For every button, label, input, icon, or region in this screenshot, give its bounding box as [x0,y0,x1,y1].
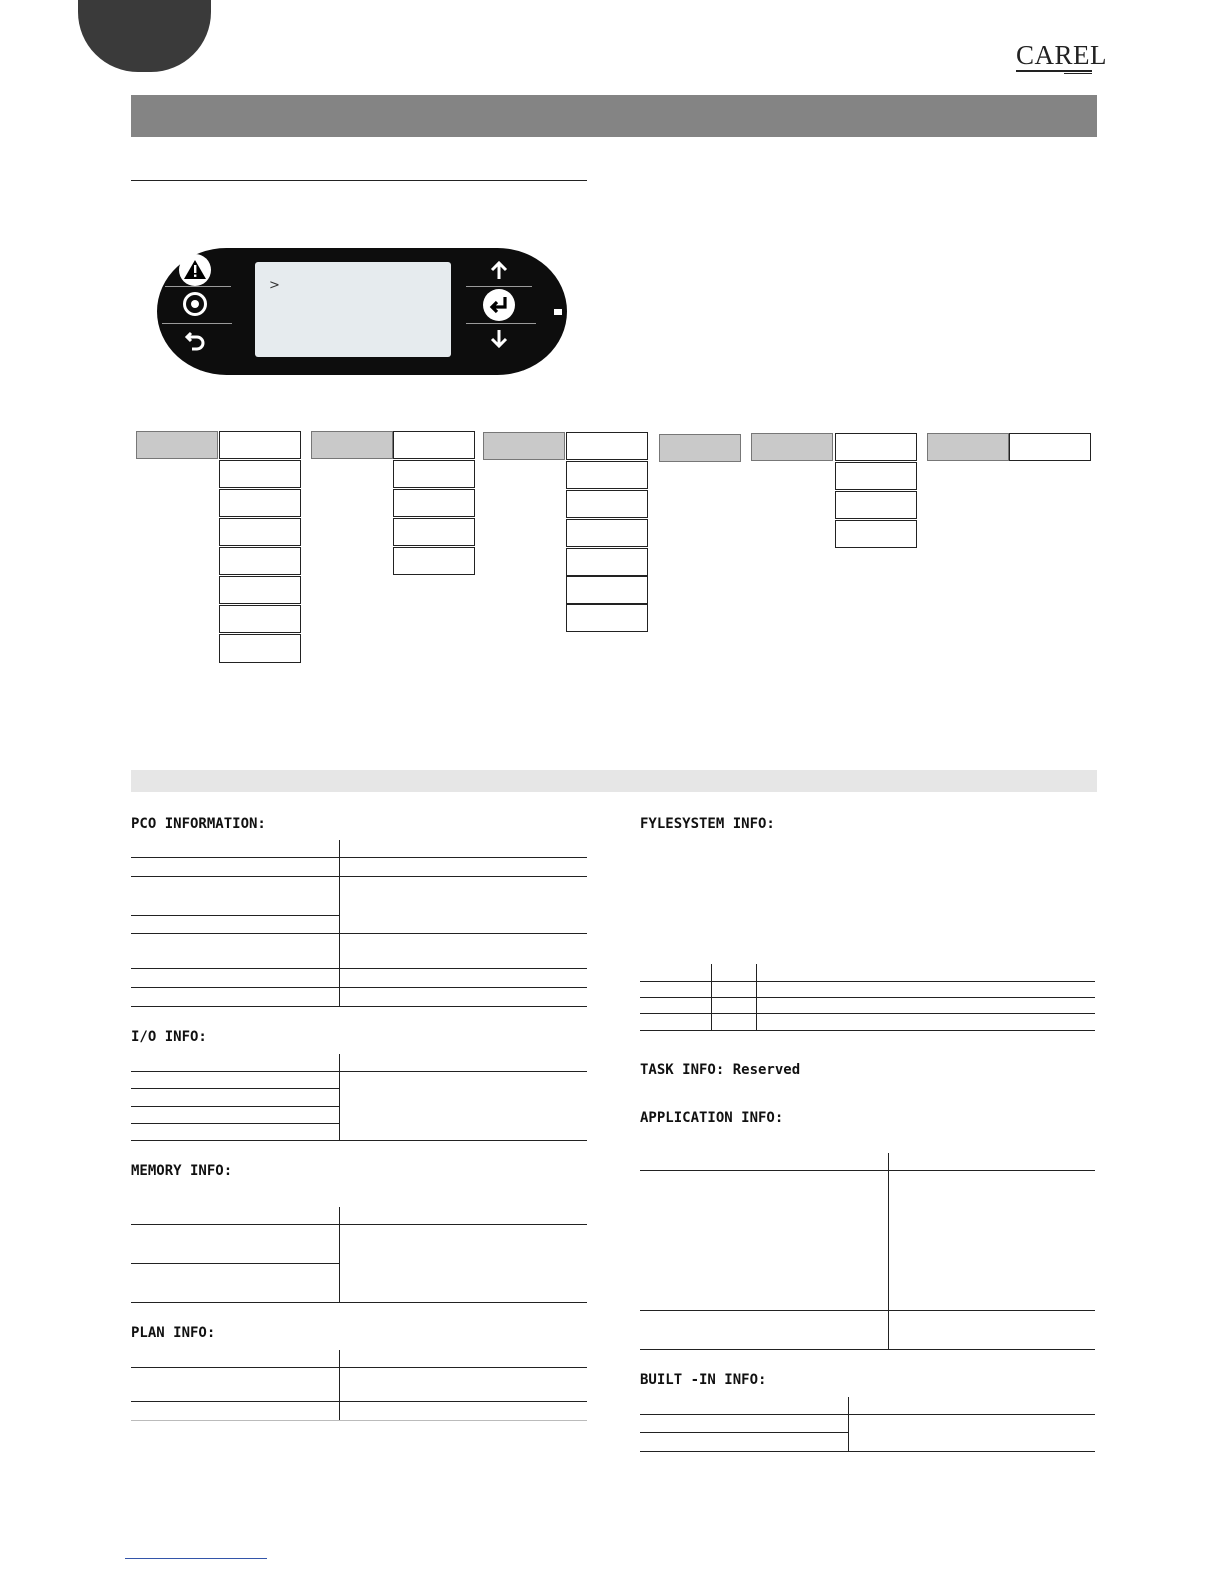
menu-tree-item [566,461,648,489]
application-info-title: APPLICATION INFO: [640,1110,784,1126]
terminal-display [255,262,451,357]
menu-tree-item [393,489,475,517]
menu-tree-header [659,434,741,462]
menu-tree-item [835,520,917,548]
memory-info-title: MEMORY INFO: [131,1163,233,1179]
menu-tree-item [566,604,648,632]
menu-tree-item [219,576,301,604]
menu-tree-item [393,518,475,546]
task-info-title: TASK INFO: Reserved [640,1062,801,1078]
menu-tree-item [393,460,475,488]
filesystem-info-title: FYLESYSTEM INFO: [640,816,775,832]
menu-tree-item [219,547,301,575]
terminal-notch [554,309,562,315]
menu-tree-item [219,518,301,546]
plan-info-title: PLAN INFO: [131,1325,216,1341]
key-divider [165,286,231,287]
menu-tree-header [311,431,393,459]
logo-underline-accent [1064,73,1092,74]
menu-tree-item [219,605,301,633]
menu-tree-item [1009,433,1091,461]
carel-logo: CAREL [1016,40,1108,70]
key-divider [466,323,536,324]
arrow-down-icon[interactable] [488,328,510,355]
menu-tree-item [566,432,648,460]
menu-tree-header [927,433,1009,461]
key-divider [162,323,232,324]
menu-tree-item [219,431,301,459]
display-cursor: > [269,278,280,293]
arrow-up-icon[interactable] [488,259,510,286]
menu-tree-item [835,462,917,490]
builtin-info-title: BUILT -IN INFO: [640,1372,767,1388]
menu-tree-item [219,489,301,517]
chapter-title-bar [131,95,1097,137]
menu-tree-header [136,431,218,459]
menu-tree-item [566,519,648,547]
menu-tree-item [393,547,475,575]
menu-tree-header [751,433,833,461]
key-divider [466,286,532,287]
menu-tree-item [835,491,917,519]
pco-information-title: PCO INFORMATION: [131,816,266,832]
menu-tree-header [483,432,565,460]
menu-tree-item [835,433,917,461]
menu-tree-item [566,548,648,576]
logo-underline [1016,70,1092,72]
target-icon[interactable] [183,292,207,316]
page-tab-marker [78,0,211,72]
menu-tree-item [566,576,648,604]
warning-triangle-icon[interactable] [179,254,211,286]
menu-tree-item [393,431,475,459]
footer-rule [125,1558,267,1559]
section-heading-rule [131,180,587,181]
enter-arrow-icon[interactable] [483,289,515,321]
menu-tree-item [566,490,648,518]
menu-tree-item [219,634,301,663]
io-info-title: I/O INFO: [131,1029,207,1045]
menu-tree-item [219,460,301,488]
info-section-band [131,770,1097,792]
return-arrow-icon[interactable] [184,328,208,357]
